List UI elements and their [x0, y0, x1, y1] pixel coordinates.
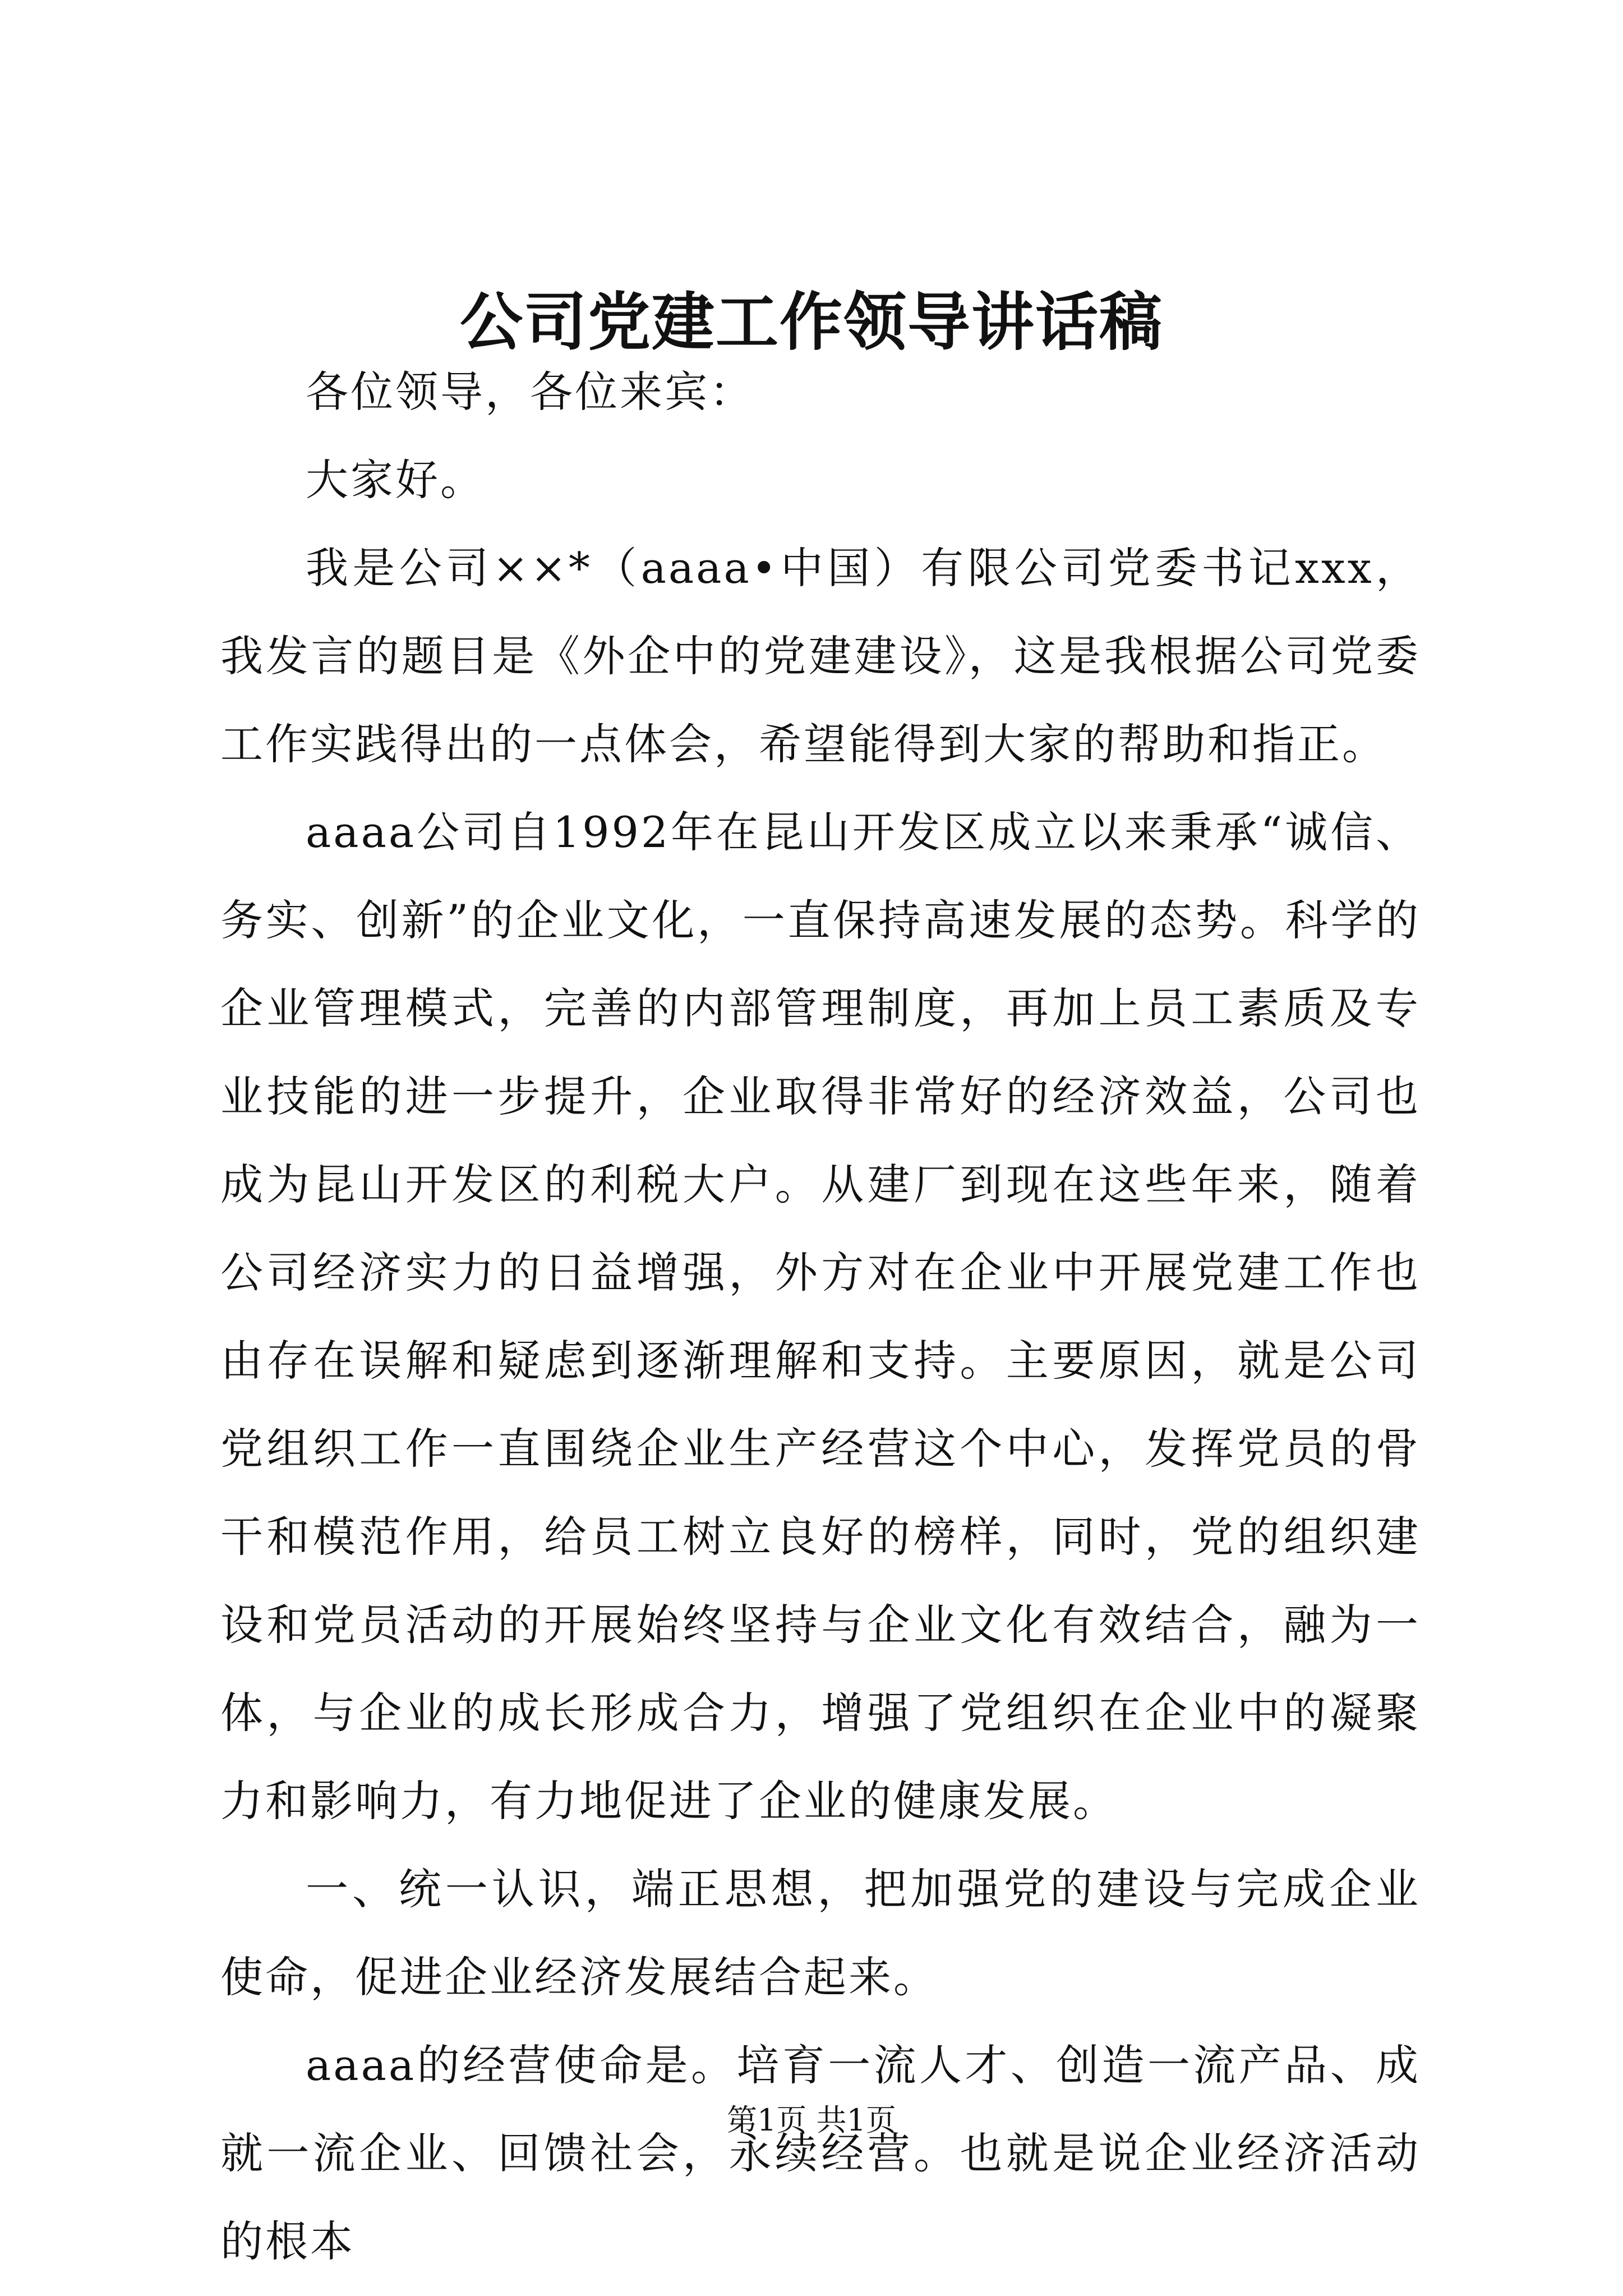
page-footer: 第1页 共1页	[727, 2102, 896, 2138]
paragraph-introduction: 我是公司××*（aaaa•中国）有限公司党委书记xxx，我发言的题目是《外企中的党建建设》，这是我根据公司党委工作实践得出的一点体会，希望能得到大家的帮助和指正。	[220, 543, 1421, 769]
paragraph-greeting: 各位领导，各位来宾：	[306, 367, 754, 417]
document-body	[220, 348, 1421, 2285]
paragraph-company-background: aaaa公司自1992年在昆山开发区成立以来秉承“诚信、务实、创新”的企业文化，一直保持高速发展的态势。科学的企业管理模式，完善的内部管理制度，再加上员工素质及专业技能的进一步提升，企业取得非常好的经济效益，公司也成为昆山开发区的利税大户。从建厂到现在这些年来，随着公司经济实力的日益增强，外方对在企业中开展党建工作也由存在误解和疑虑到逐渐理解和支持。主要原因，就是公司党组织工作一直围绕企业生产经营这个中心，发挥党员的骨干和模范作用，给员工树立良好的榜样，同时，党的组织建设和党员活动的开展始终坚持与企业文化有效结合，融为一体，与企业的成长形成合力，增强了党组织在企业中的凝聚力和影响力，有力地促进了企业的健康发展。	[220, 807, 1421, 1826]
paragraph-section-heading-1: 一、统一认识，端正思想，把加强党的建设与完成企业使命，促进企业经济发展结合起来。	[220, 1864, 1421, 2002]
paragraph-business-mission: aaaa的经营使命是。培育一流人才、创造一流产品、成就一流企业、回馈社会，永续经营。也就是说企业经济活动的根本	[220, 2040, 1421, 2266]
paragraph-hello: 大家好。	[306, 455, 485, 505]
document-title: 公司党建工作领导讲话稿	[460, 286, 1163, 359]
